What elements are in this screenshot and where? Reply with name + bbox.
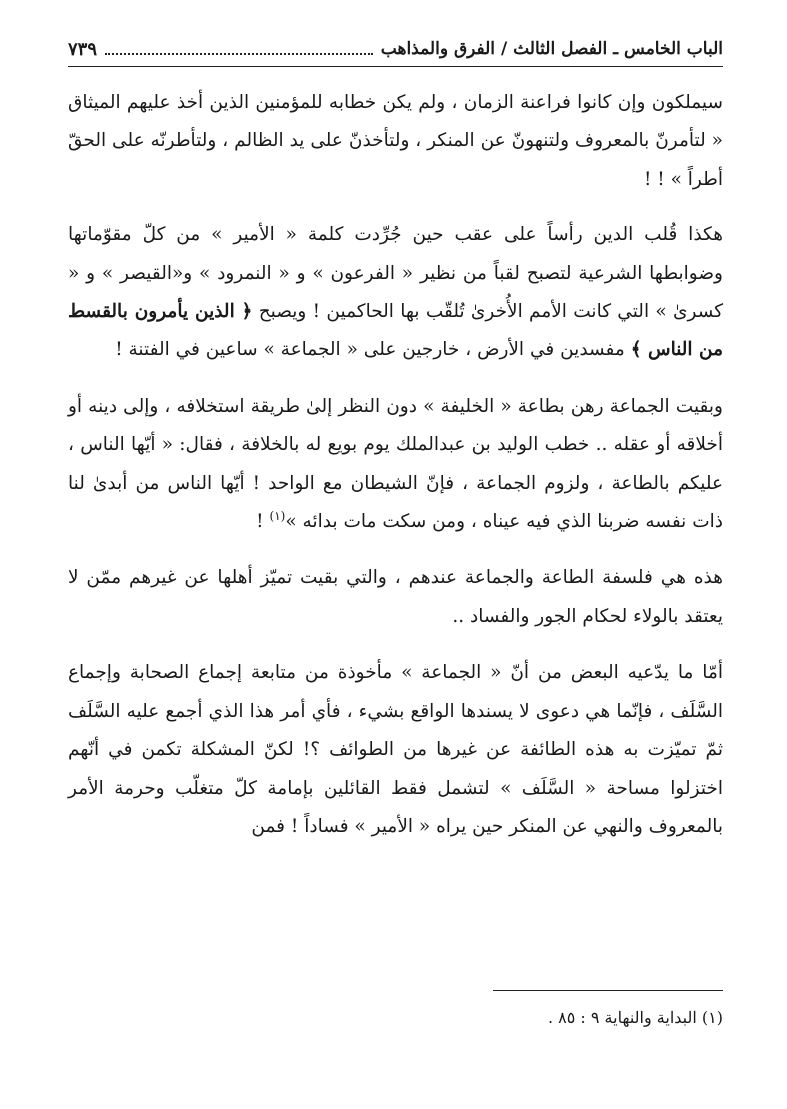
footnote-reference: (١) — [269, 508, 286, 523]
header-dot-leader — [105, 43, 373, 55]
footnote: (١) البداية والنهاية ٩ : ٨٥ . — [547, 1008, 723, 1027]
paragraph-2-part-1: هكذا قُلب الدين رأساً على عقب حين جُرِّدت كلمة « الأمير » من كلّ مقوّماتها وضوابطها الشرعية لتصبح لقباً من نظير « الفرعون » و « النمرود » و«القيصر » و « كسرىٰ » التي كانت الأمم الأُخرىٰ تُلقّب بها الحاكمين ! ويصبح — [68, 224, 723, 323]
running-header — [68, 34, 723, 64]
paragraph-3-end: ! — [256, 511, 270, 533]
paragraph-1: سيملكون وإن كانوا فراعنة الزمان ، ولم يكن خطابه للمؤمنين الذين أخذ عليهم الميثاق « لتأمرنّ بالمعروف ولتنهونّ عن المنكر ، ولتأخذنّ على يد الظالم ، ولتأطرنّه على الحقّ أطراً » ! ! — [68, 92, 723, 190]
paragraph-5: أمّا ما يدّعيه البعض من أنّ « الجماعة » مأخوذة من متابعة إجماع الصحابة وإجماع السَّلَف ، فإنّما هي دعوى لا يسندها الواقع بشيء ، فأي أمر هذا الذي أجمع عليه السَّلَف ثمّ تميّزت به هذه الطائفة عن غيرها من الطوائف ؟! لكنّ المشكلة تكمن في أنّهم اختزلوا مساحة « السَّلَف » لتشمل فقط القائلين بإمامة كلّ متغلّب وحرمة الأمر بالمعروف والنهي عن المنكر حين يراه « الأمير » فساداً ! فمن — [68, 662, 723, 837]
paragraph-2-part-2: مفسدين في الأرض ، خارجين على « الجماعة » ساعين في الفتنة ! — [115, 339, 625, 361]
body-text — [68, 84, 723, 864]
paragraph-2 — [68, 216, 723, 370]
paragraph-4: هذه هي فلسفة الطاعة والجماعة عندهم ، والتي بقيت تميّز أهلها عن غيرهم ممّن لا يعتقد بالولاء لحكام الجور والفساد .. — [68, 567, 723, 627]
chapter-title: الباب الخامس ـ الفصل الثالث / الفرق والمذاهب — [380, 39, 723, 59]
paragraph-3 — [68, 388, 723, 542]
page-number: ٧٣٩ — [68, 38, 98, 60]
paragraph-3-text: وبقيت الجماعة رهن بطاعة « الخليفة » دون النظر إلىٰ طريقة استخلافه ، وإلى دينه أو أخلاقه أو عقله .. خطب الوليد بن عبدالملك يوم بويع له بالخلافة ، فقال: « أيّها الناس ، عليكم بالطاعة ، ولزوم الجماعة ، فإنّ الشيطان مع الواحد ! أيّها الناس من أبدىٰ لنا ذات نفسه ضربنا الذي فيه عيناه ، ومن سكت مات بدائه » — [68, 395, 723, 533]
quran-quote: ﴿ الذين يأمرون بالقسط من الناس ﴾ — [68, 301, 723, 361]
header-rule — [68, 66, 723, 67]
footnote-rule — [493, 990, 723, 991]
